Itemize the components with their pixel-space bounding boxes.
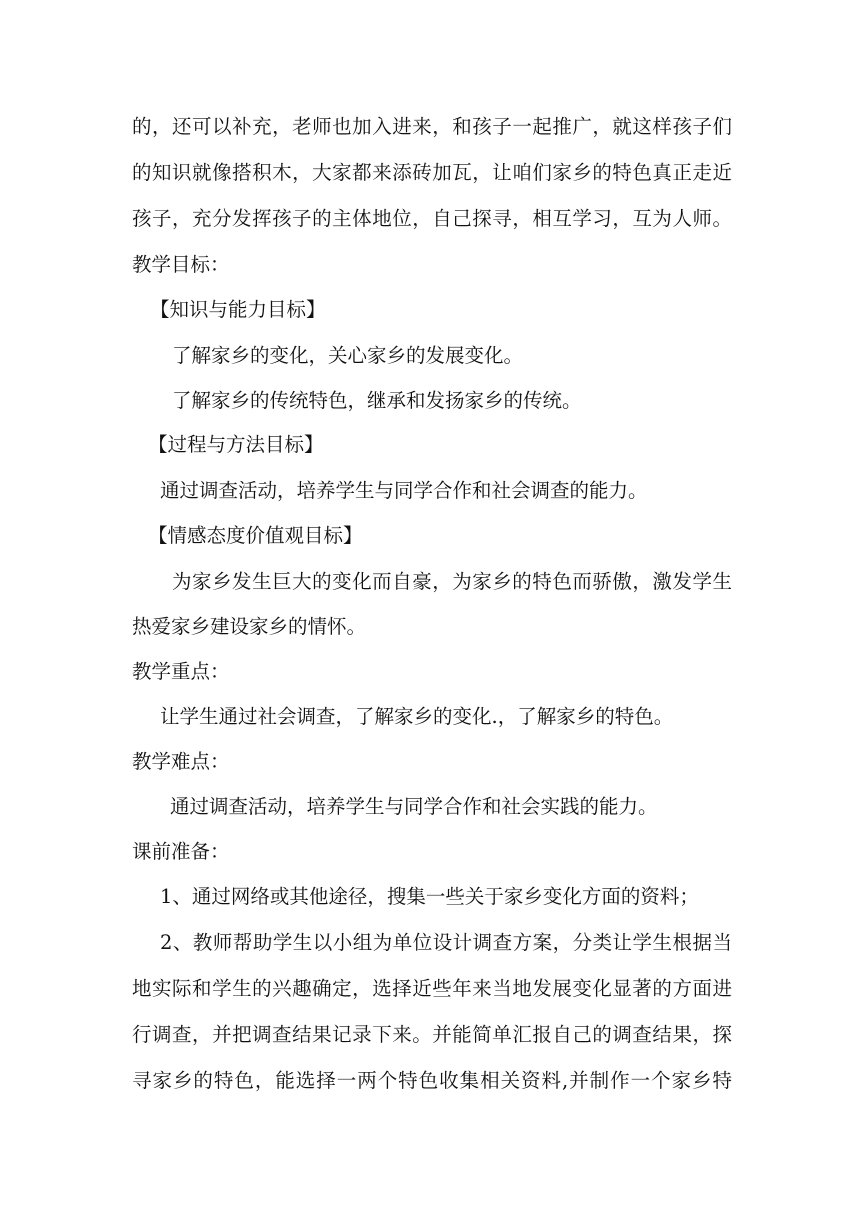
preparation-item-2-line-2: 地实际和学生的兴趣确定，选择近些年来当地发展变化显著的方面进 (132, 977, 732, 1000)
preparation-item-2-line-3: 行调查，并把调查结果记录下来。并能简单汇报自己的调查结果，探 (132, 1023, 732, 1046)
knowledge-item-2: 了解家乡的传统特色，继承和发扬家乡的传统。 (172, 389, 582, 412)
preparation-heading: 课前准备： (132, 840, 230, 863)
difficulties-text: 通过调查活动，培养学生与同学合作和社会实践的能力。 (170, 795, 658, 818)
emotion-line-1: 为家乡发生巨大的变化而自豪，为家乡的特色而骄傲，激发学生 (172, 570, 732, 593)
intro-line-3: 孩子，充分发挥孩子的主体地位，自己探寻，相互学习，互为人师。 (132, 207, 732, 230)
difficulties-heading: 教学难点： (132, 750, 230, 773)
knowledge-heading: 【知识与能力目标】 (150, 298, 326, 321)
objectives-heading: 教学目标： (132, 253, 230, 276)
key-points-text: 让学生通过社会调查，了解家乡的变化.，了解家乡的特色。 (160, 705, 674, 728)
process-heading: 【过程与方法目标】 (148, 433, 324, 456)
preparation-item-1: 1、通过网络或其他途径，搜集一些关于家乡变化方面的资料； (160, 885, 699, 908)
intro-line-1: 的，还可以补充，老师也加入进来，和孩子一起推广，就这样孩子们 (132, 115, 732, 138)
emotion-line-2: 热爱家乡建设家乡的情怀。 (132, 615, 367, 638)
key-points-heading: 教学重点： (132, 660, 230, 683)
emotion-heading: 【情感态度价值观目标】 (148, 524, 363, 547)
knowledge-item-1: 了解家乡的变化，关心家乡的发展变化。 (172, 344, 524, 367)
intro-line-2: 的知识就像搭积木，大家都来添砖加瓦，让咱们家乡的特色真正走近 (132, 161, 732, 184)
preparation-item-2-line-1: 2、教师帮助学生以小组为单位设计调查方案，分类让学生根据当 (160, 931, 732, 954)
process-item-1: 通过调查活动，培养学生与同学合作和社会调查的能力。 (160, 479, 648, 502)
preparation-item-2-line-4: 寻家乡的特色，能选择一两个特色收集相关资料,并制作一个家乡特 (132, 1069, 732, 1092)
